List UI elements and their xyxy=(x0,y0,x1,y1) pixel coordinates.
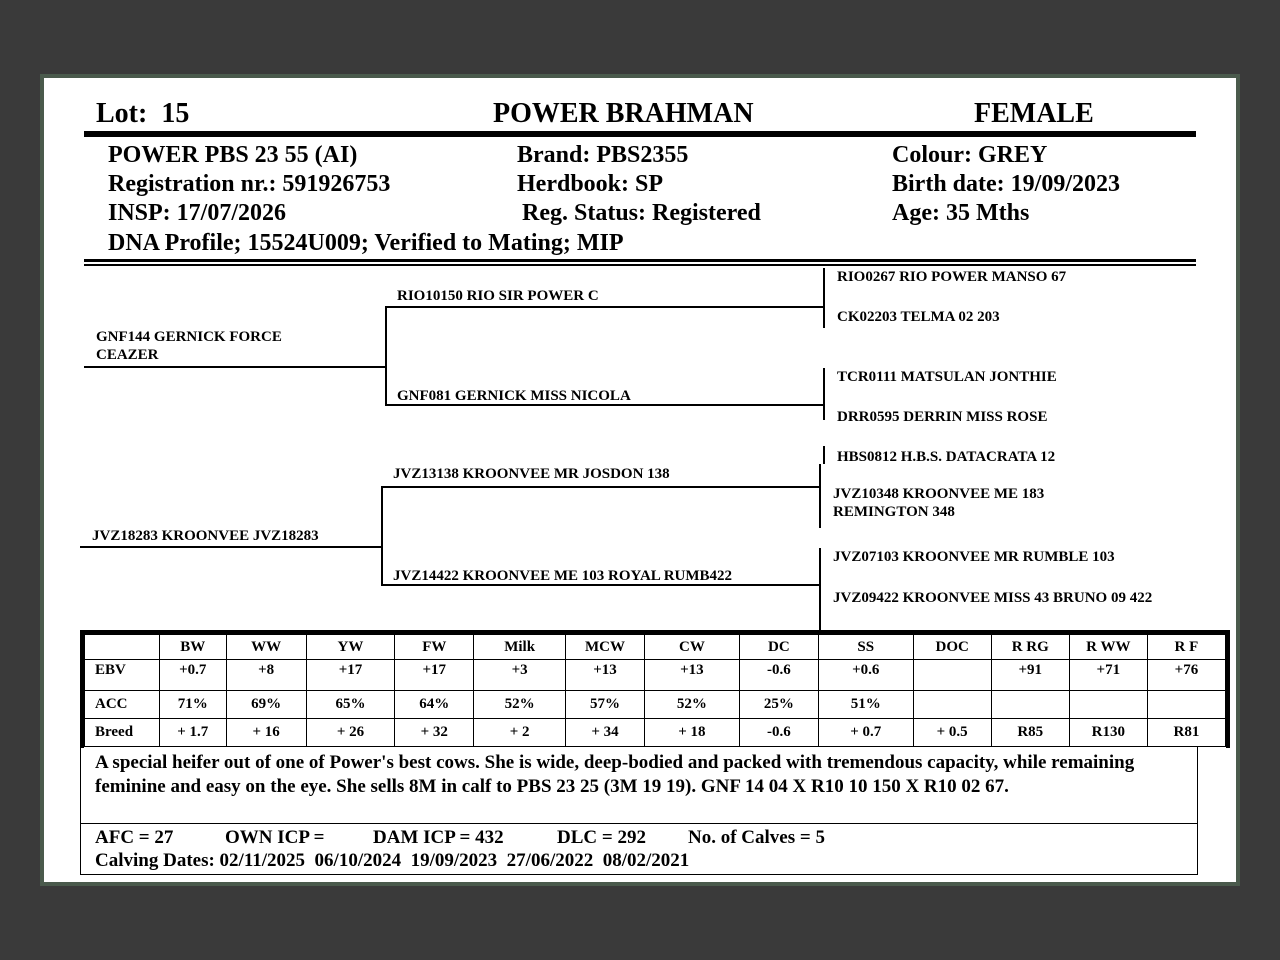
breed-cell: R81 xyxy=(1147,719,1225,747)
acc-cell xyxy=(1069,691,1147,719)
ped-vert-sire xyxy=(385,306,387,404)
animal-name: POWER PBS 23 55 (AI) xyxy=(108,142,358,168)
info-rule-top xyxy=(84,259,1196,262)
ebv-header-cell: WW xyxy=(226,635,306,660)
ebv-cell: +91 xyxy=(991,660,1069,691)
acc-cell: 52% xyxy=(474,691,566,719)
dlc: DLC = 292 xyxy=(557,827,646,848)
ped-vert-sire-dam xyxy=(823,368,825,420)
ebv-cell: +13 xyxy=(565,660,644,691)
ebv-cell: +76 xyxy=(1147,660,1225,691)
ped-dam-dam: JVZ14422 KROONVEE ME 103 ROYAL RUMB422 xyxy=(393,568,733,584)
registration-number: Registration nr.: 591926753 xyxy=(108,171,391,197)
ped-vert-dam-dam xyxy=(819,548,821,630)
ped-sire-dam: GNF081 GERNICK MISS NICOLA xyxy=(397,388,631,404)
ebv-cell: +3 xyxy=(474,660,566,691)
ped-line-sire-sire xyxy=(385,306,825,308)
acc-cell: 69% xyxy=(226,691,306,719)
brand: Brand: PBS2355 xyxy=(517,142,689,168)
ped-line-dam-sire xyxy=(381,486,821,488)
ped-vert-dam xyxy=(381,486,383,584)
ebv-cell: -0.6 xyxy=(739,660,818,691)
stats-line xyxy=(95,826,1197,849)
info-rule-bottom xyxy=(84,264,1196,266)
ped-sire: GNF144 GERNICK FORCE CEAZER xyxy=(96,329,282,363)
ebv-row xyxy=(85,660,1226,691)
lot-comment: A special heifer out of one of Power's best cows. She is wide, deep-bodied and packed with tremendous capacity, while remaining feminine and easy on the eye. She sells 8M in calf to PBS 23 25 (3M 19 19). GNF 14 04 X R10 10 150 X R10 02 67. xyxy=(80,746,1198,824)
lot-card xyxy=(40,74,1240,886)
ebv-header-cell: DOC xyxy=(913,635,991,660)
calving-stats xyxy=(80,823,1198,875)
breed-cell: + 2 xyxy=(474,719,566,747)
ebv-header-cell: CW xyxy=(645,635,740,660)
ebv-header-cell: R F xyxy=(1147,635,1225,660)
acc-cell: 65% xyxy=(306,691,394,719)
ebv-header-cell: BW xyxy=(159,635,226,660)
ped-tick-dam-sire-sire xyxy=(823,446,825,464)
breed-cell: + 16 xyxy=(226,719,306,747)
breed-row xyxy=(85,719,1226,747)
colour: Colour: GREY xyxy=(892,142,1048,168)
ebv-cell: +17 xyxy=(395,660,474,691)
ped-dam-dam-sire: JVZ07103 KROONVEE MR RUMBLE 103 xyxy=(833,549,1115,565)
ebv-cell: +0.6 xyxy=(818,660,913,691)
ebv-table xyxy=(80,630,1230,748)
sex-label: FEMALE xyxy=(974,98,1094,129)
ped-dam-sire-sire: HBS0812 H.B.S. DATACRATA 12 xyxy=(837,449,1056,465)
acc-cell: 57% xyxy=(565,691,644,719)
ebv-cell: +17 xyxy=(306,660,394,691)
acc-cell xyxy=(1147,691,1225,719)
ebv-cell: +8 xyxy=(226,660,306,691)
afc: AFC = 27 xyxy=(95,827,174,848)
ped-sire-dam-dam: DRR0595 DERRIN MISS ROSE xyxy=(837,409,1048,425)
acc-cell: 71% xyxy=(159,691,226,719)
ebv-header-cell: SS xyxy=(818,635,913,660)
ebv-header-cell: R WW xyxy=(1069,635,1147,660)
breed-cell: + 26 xyxy=(306,719,394,747)
ped-vert-dam-sire xyxy=(819,464,821,528)
ebv-row-label: EBV xyxy=(85,660,160,691)
acc-cell: 52% xyxy=(645,691,740,719)
herdbook: Herdbook: SP xyxy=(517,171,664,197)
breed-cell: -0.6 xyxy=(739,719,818,747)
dam-icp: DAM ICP = 432 xyxy=(373,827,504,848)
number-of-calves: No. of Calves = 5 xyxy=(688,827,825,848)
ebv-cell: +0.7 xyxy=(159,660,226,691)
breed-cell: + 18 xyxy=(645,719,740,747)
acc-row xyxy=(85,691,1226,719)
lot-label xyxy=(96,98,189,130)
ped-vert-sire-sire xyxy=(823,268,825,328)
lot-number: 15 xyxy=(161,98,190,129)
acc-row-label: ACC xyxy=(85,691,160,719)
header-rule xyxy=(84,131,1196,137)
ebv-header-cell: FW xyxy=(395,635,474,660)
reg-status: Reg. Status: Registered xyxy=(522,200,761,226)
ebv-cell: +13 xyxy=(645,660,740,691)
ped-line-dam xyxy=(80,546,382,548)
breed-cell: + 0.5 xyxy=(913,719,991,747)
ebv-cell: +71 xyxy=(1069,660,1147,691)
ebv-header-row xyxy=(85,635,1226,660)
calving-dates: Calving Dates: 02/11/2025 06/10/2024 19/09/2023 27/06/2022 08/02/2021 xyxy=(95,850,690,871)
ped-sire-sire: RIO10150 RIO SIR POWER C xyxy=(397,288,599,304)
ped-sire-dam-sire: TCR0111 MATSULAN JONTHIE xyxy=(837,369,1057,385)
breed-cell: R130 xyxy=(1069,719,1147,747)
breed-title: POWER BRAHMAN xyxy=(493,98,754,129)
lot-label-text: Lot: xyxy=(96,98,148,129)
own-icp: OWN ICP = xyxy=(225,827,325,848)
acc-cell: 25% xyxy=(739,691,818,719)
insp-date: INSP: 17/07/2026 xyxy=(108,200,287,226)
acc-cell xyxy=(913,691,991,719)
birth-date: Birth date: 19/09/2023 xyxy=(892,171,1120,197)
ebv-header-cell: MCW xyxy=(565,635,644,660)
ped-dam-sire-dam: JVZ10348 KROONVEE ME 183 REMINGTON 348 xyxy=(833,486,1045,520)
acc-cell: 51% xyxy=(818,691,913,719)
ped-dam-dam-dam: JVZ09422 KROONVEE MISS 43 BRUNO 09 422 xyxy=(833,590,1153,606)
breed-cell: R85 xyxy=(991,719,1069,747)
ped-dam-sire: JVZ13138 KROONVEE MR JOSDON 138 xyxy=(393,466,670,482)
acc-cell: 64% xyxy=(395,691,474,719)
ped-sire-sire-sire: RIO0267 RIO POWER MANSO 67 xyxy=(837,269,1067,285)
age: Age: 35 Mths xyxy=(892,200,1030,226)
ped-dam: JVZ18283 KROONVEE JVZ18283 xyxy=(92,528,319,544)
ebv-header-cell: YW xyxy=(306,635,394,660)
ped-sire-sire-dam: CK02203 TELMA 02 203 xyxy=(837,309,1000,325)
breed-row-label: Breed xyxy=(85,719,160,747)
ebv-header-cell: Milk xyxy=(474,635,566,660)
ebv-header-cell: DC xyxy=(739,635,818,660)
ebv-cell xyxy=(913,660,991,691)
ped-line-sire xyxy=(84,366,386,368)
breed-cell: + 1.7 xyxy=(159,719,226,747)
ebv-header-cell xyxy=(85,635,160,660)
ebv-header-cell: R RG xyxy=(991,635,1069,660)
dna-profile: DNA Profile; 15524U009; Verified to Mating; MIP xyxy=(108,230,624,256)
acc-cell xyxy=(991,691,1069,719)
breed-cell: + 0.7 xyxy=(818,719,913,747)
breed-cell: + 32 xyxy=(395,719,474,747)
breed-cell: + 34 xyxy=(565,719,644,747)
